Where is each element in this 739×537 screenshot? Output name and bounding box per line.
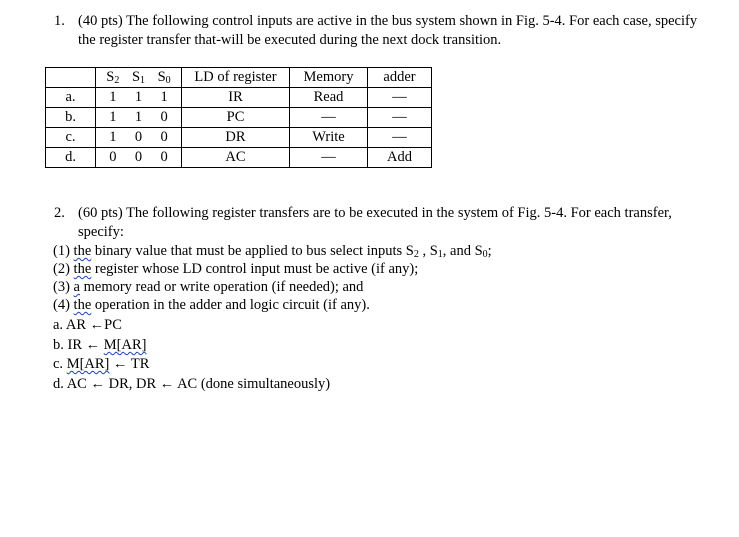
header-ld: LD of register <box>182 68 290 88</box>
row-select: 1 1 0 <box>96 108 182 128</box>
row-ld: AC <box>182 148 290 168</box>
transfer-item: b. IR ← M[AR] <box>53 337 147 353</box>
question-2-text: (60 pts) The following register transfers are to be executed in the system of Fig. 5-4. For each transfer, specify: <box>78 205 672 240</box>
header-s1: $S_1$ <box>131 69 146 86</box>
row-ld: PC <box>182 108 290 128</box>
table-row <box>46 128 432 148</box>
header-s2: $S_2$ <box>106 69 120 86</box>
row-label: d. <box>46 148 96 168</box>
table-row <box>46 88 432 108</box>
table-row <box>46 148 432 168</box>
row-memory: — <box>290 108 368 128</box>
row-select: 1 0 0 <box>96 128 182 148</box>
row-select: 0 0 0 <box>96 148 182 168</box>
row-adder: — <box>368 108 432 128</box>
question-1-number: 1. <box>54 13 65 29</box>
header-memory: Memory <box>290 68 368 88</box>
row-label: a. <box>46 88 96 108</box>
spec-item: (3) a memory read or write operation (if needed); and <box>53 279 364 295</box>
row-adder: — <box>368 88 432 108</box>
control-inputs-table <box>45 67 432 168</box>
question-2 <box>54 204 714 242</box>
transfer-item: d. AC ← DR, DR ← AC (done simultaneously) <box>53 376 331 392</box>
row-memory: Write <box>290 128 368 148</box>
row-ld: DR <box>182 128 290 148</box>
table-header-row <box>46 68 432 88</box>
header-adder: adder <box>368 68 432 88</box>
question-1-text: (40 pts) The following control inputs are active in the bus system shown in Fig. 5-4. For each case, specify the register transfer that-will be executed during the next dock transition. <box>78 13 698 48</box>
header-select <box>96 68 182 88</box>
transfer-item: a. AR ←PC <box>53 317 122 333</box>
row-memory: Read <box>290 88 368 108</box>
spec-item: (4) the operation in the adder and logic circuit (if any). <box>53 297 370 313</box>
question-2-number: 2. <box>54 205 65 221</box>
row-adder: — <box>368 128 432 148</box>
spec-item: (1) the binary value that must be applied to bus select inputs $S_2$ , $S_1$, and $S_0$; <box>53 243 492 260</box>
question-1 <box>54 12 714 50</box>
row-select: 1 1 1 <box>96 88 182 108</box>
header-blank <box>46 68 96 88</box>
transfer-item: c. M[AR] ← TR <box>53 356 150 372</box>
row-label: c. <box>46 128 96 148</box>
row-ld: IR <box>182 88 290 108</box>
row-memory: — <box>290 148 368 168</box>
row-label: b. <box>46 108 96 128</box>
header-s0: $S_0$ <box>157 69 171 86</box>
row-adder: Add <box>368 148 432 168</box>
table-row <box>46 108 432 128</box>
spec-item: (2) the register whose LD control input must be active (if any); <box>53 261 419 277</box>
